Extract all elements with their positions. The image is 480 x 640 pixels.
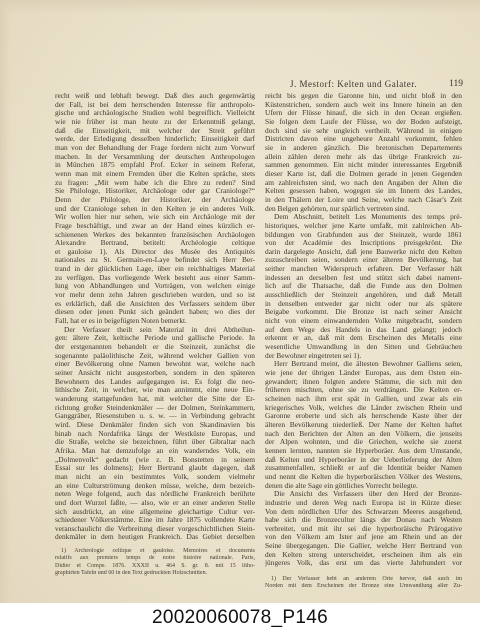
- text-line: Beigabe vorkommt. Die Bronze ist nach seiner Ansicht: [265, 308, 462, 317]
- text-line: und nennt die Kelten die hyperboräischen Völker des Westens,: [265, 472, 462, 481]
- text-line: Sie Philologe, Historiker, Archäologe oder gar Craniologe?“: [55, 187, 255, 196]
- text-line: Von dem nördlichen Ufer des Schwarzen Meeres ausgehend,: [265, 507, 462, 516]
- right-column: [265, 92, 462, 568]
- text-line: et gauloise 1). Als Director des Musée des Antiquités: [55, 247, 255, 256]
- footnote-line: Norden mit dem Erscheinen der Bronze eine Umwandlung aller Zu-: [265, 583, 462, 590]
- text-line: einer Bevölkerung ohne Namen bewohnt war, welche nach: [55, 360, 255, 369]
- text-line: Sie folgen dem Laufe der Flüsse, wo der Boden aufsteigt,: [265, 117, 462, 126]
- text-line: lich auf die Thatsache, daß die Funde aus den Dolmen: [265, 282, 462, 291]
- text-line: gische und archäologische Studien wohl begreiflich. Vielleicht: [55, 109, 255, 118]
- text-line: werde, der Erledigung desselben hinderlich; Einseitigkeit darf: [55, 135, 255, 144]
- text-line: denen die alte Sage ein göttliches Vorrecht beilegte.: [265, 481, 418, 490]
- text-line: wenn man mit einem Fremden über die Kelten spräche, stets: [55, 169, 255, 178]
- text-line: der Alpen wohnten, und die Griechen, welche sie zuerst: [265, 438, 462, 447]
- text-line: Garonne eroberte und sich als herrschende Kaste über der: [265, 412, 462, 421]
- text-line: man von der Behandlung der Frage fordern nicht zum Vorwurf: [55, 143, 255, 152]
- text-line: daß die Einseitigkeit, mit welcher der Streit geführt: [55, 126, 255, 135]
- text-line: Kelten gesessen haben, wogegen sie im Innern des Landes,: [265, 187, 462, 196]
- text-line: Afrika. Man hat demzufolge an ein wanderndes Volk, ein: [55, 446, 255, 455]
- text-line: vor mehr denn zehn Jahren geschrieben wurden, und so ist: [55, 291, 255, 300]
- text-line: Der Verfasser theilt sein Material in drei Abtheilun-: [64, 325, 255, 334]
- text-line: dieser Karte ist, daß die Dolmen gerade in jenen Gegenden: [265, 169, 462, 178]
- text-line: diesen oder jenen Punkt sich geändert haben; wo dies der: [55, 308, 255, 317]
- text-line: scheinen nach ihm erst spät in Gallien, und zwar als ein: [265, 394, 462, 403]
- right-footnote: [265, 576, 462, 591]
- text-line: seiner Ansicht nicht ausgestorben, sondern in den späteren: [55, 369, 255, 377]
- text-line: Ganggräber, Riesenstuben u. s. w. — in Verbindung gebracht: [55, 412, 255, 421]
- text-line: die Straße, welche sie bezeichnen, führt über Gibraltar nach: [55, 438, 255, 447]
- footnote-line: graphirten Tafeln und 60 in den Text gedruckten Holzschnitten.: [55, 570, 208, 577]
- text-line: Dem Abschnitt, betitelt Les Monuments des temps pré-: [274, 213, 462, 222]
- text-line: sie in anderen gänzlich. Die bretonischen Departements: [265, 143, 462, 152]
- text-line: Frage beschäftigt, und zwar an der Hand eines kürzlich er-: [55, 221, 255, 230]
- left-footnote: [55, 548, 255, 578]
- text-line: von den Völkern am Ister auf jene am Rhein und an der: [265, 533, 462, 542]
- text-line: an eine Culturströmung denken müsse, welche, dem bezeich-: [55, 481, 255, 490]
- text-line: in denselben entweder gar nicht oder nur als spätere: [265, 299, 462, 308]
- text-line: nicht von einem einwandernden Volke mitgebracht, sondern: [265, 317, 462, 326]
- text-line: bildungen von Grabfunden aus der Steinzeit, wurde 1861: [265, 230, 462, 239]
- text-line: verbreitet, und mit ihr sei die hyperboräische Prärogative: [265, 524, 462, 533]
- running-head: J. Mestorf: Kelten und Galater.: [290, 79, 417, 89]
- text-line: gewandert; ihnen folgten andere Stämme, die sich mit den: [265, 377, 462, 386]
- text-line: man nicht an ein bestimmtes Volk, sondern vielmehr: [55, 472, 255, 481]
- text-line: schienenen Werkes des bekannten französischen Archäologen: [55, 230, 255, 239]
- text-line: schiedener Völkerstämme. Eine im Jahre 1875 vollendete Karte: [55, 516, 255, 525]
- text-line: zusammenfallen, schließt er auf die Identität beider Namen: [265, 464, 462, 473]
- text-line: Alexandre Bertrand, betitelt: Archéologie celtique: [55, 239, 255, 248]
- text-line: nationales zu St. Germain-en-Laye befindet sich Herr Ber-: [55, 256, 255, 265]
- text-line: sogenannte paläolithische Zeit, während welcher Gallien von: [55, 351, 255, 360]
- text-line: denkmäler in dem heutigen Frankreich. Das Gebiet derselben: [55, 533, 255, 542]
- text-line: kennen lernten, nannten sie Hyperboräer. Aus dem Umstande,: [265, 446, 462, 455]
- scan-id-label: 20020060078_P146: [152, 607, 328, 628]
- footnote-line: 1) Der Verfasser hebt an anderem Orte hervor, daß auch im: [271, 576, 462, 582]
- text-line: zu verfügen. Das vorliegende Werk besteht aus einer Samm-: [55, 273, 255, 282]
- text-line: recht weiß und lebhaft bewegt. Daß dies auch gegenwärtig: [55, 92, 255, 100]
- text-line: der Bewohner eingetreten sei 1).: [265, 351, 362, 360]
- text-line: machen. In der Versammlung der deutschen Anthropologen: [55, 152, 255, 161]
- text-line: am zahlreichsten sind, wo nach den Angaben der Alten die: [265, 178, 462, 187]
- text-line: indessen an derselben fest und stützt sich dabei nament-: [265, 273, 462, 282]
- page-number: 119: [449, 79, 463, 89]
- text-line: ausschließlich der Steinzeit angehören, und daß Metall: [265, 291, 462, 300]
- text-line: lung von Abhandlungen und Vorträgen, von welchen einige: [55, 282, 255, 291]
- text-line: trand in der glücklichen Lage, über ein reichhaltiges Material: [55, 265, 255, 274]
- text-line: kriegerisches Volk, welches die Länder zwischen Rhein und: [265, 403, 462, 412]
- text-line: richtung großer Steindenkmäler — der Dolmen, Steinkammern,: [55, 403, 255, 412]
- text-line: Herr Bertrand meint, die ältesten Bewohner Galliens seien,: [274, 360, 462, 369]
- text-line: Denn der Philologe, der Historiker, der Archäologe: [55, 195, 255, 204]
- text-line: veranschaulicht die Verbreitung dieser vorgeschichtlichen Stein-: [55, 524, 255, 533]
- text-line: von der Académie des Inscriptions preisgekrönt. Die: [265, 239, 462, 248]
- text-line: wie jene der übrigen Länder Europas, aus dem Osten ein-: [265, 369, 462, 377]
- text-line: Essai sur les dolmens); Herr Bertrand glaubt dagegen, daß: [55, 464, 255, 473]
- text-line: in München 1875 empfahl Prof. Ecker in seinem Referat,: [55, 161, 255, 170]
- text-line: auf dem Wege des Handels in das Land gelangt; jedoch: [265, 325, 462, 334]
- text-line: wesentliche Umwandlung in den Sitten und Gebräuchen: [265, 343, 462, 352]
- text-line: nach den Berichten der Alten an den Völkern, die jenseits: [265, 429, 462, 438]
- text-line: Ufern der Flüsse hinauf, die sich in den Ocean ergießen.: [265, 109, 462, 118]
- text-line: Fall, hat er es in beigefügten Noten bemerkt.: [55, 317, 187, 326]
- text-line: darin dargelegte Ansicht, daß jene Bauwerke nicht den Kelten: [265, 247, 462, 256]
- text-line: zuzuschreiben seien, sondern einer älteren Bevölkerung, hat: [265, 256, 462, 265]
- text-line: „Dolmenvolk“ gedacht (wie z. B. Bonstetten in seinem: [55, 455, 255, 464]
- text-line: Küstenstrichen, sondern auch weit ins Innere hinein an den: [265, 100, 462, 109]
- text-line: habe sich die Bronzecultur längs der Donau nach Westen: [265, 516, 462, 525]
- text-line: der Fall, ist bei dem herrschenden Interesse für anthropolo-: [55, 100, 255, 109]
- text-line: und dort Wurzel faßte, — also, wie er an einer anderen Stelle: [55, 498, 255, 507]
- text-line: reicht bis gegen die Garonne hin, und nicht bloß in den: [265, 92, 462, 100]
- text-line: in den Thälern der Loire und Seine, welche nach Cäsar's Zeit: [265, 195, 462, 204]
- text-line: neten Wege folgend, auch das nördliche Frankreich berührte: [55, 490, 255, 499]
- text-line: seither manchen Widerspruch erfahren. Der Verfasser hält: [265, 265, 462, 274]
- text-line: Die Ansicht des Verfassers über den Herd der Bronze-: [274, 490, 462, 499]
- text-line: doch sind sie sehr ungleich vertheilt. Während in einigen: [265, 126, 462, 135]
- text-line: den Belgen gehörten, nur spärlich vertreten sind.: [265, 204, 410, 213]
- text-line: und der Craniologe sehen in den Kelten je ein anderes Volk.: [55, 204, 255, 213]
- text-line: zu fragen: „Mit wem habe ich die Ehre zu reden? Sind: [55, 178, 255, 187]
- text-line: älteren Bevölkerung niederließ. Der Name der Kelten haftet: [265, 420, 462, 429]
- text-line: es erklärlich, daß die Ansichten des Verfassers seitdem über: [55, 299, 255, 308]
- text-line: früheren mischten, ohne sie zu verdrängen. Die Kelten er-: [265, 386, 462, 395]
- footnote-line: Didier et Compe. 1876. XXXII u. 464 S. gr. 8. mit 15 litho-: [55, 562, 255, 569]
- text-line: den Kelten streng unterscheidet, erscheinen ihm als ein: [265, 550, 462, 559]
- text-line: sich ausdrückt, an eine allgemeine gleichartige Cultur ver-: [55, 507, 255, 516]
- footnote-line: 1) Archéologie celtique et gauloise. Mémoires et documents: [61, 548, 255, 554]
- text-line: der erstgenannten behandelt er die Steinzeit, zunächst die: [55, 343, 255, 352]
- text-line: daß Kelten und Hyperboräer in der Ueberlieferung der Alten: [265, 455, 462, 464]
- text-line: industrie und deren Weg nach Europa ist in Kürze diese:: [265, 498, 462, 507]
- text-line: jüngeres Volk, das erst um das vierte Jahrhundert vor: [265, 559, 462, 568]
- text-line: Bewohnern des Landes aufgegangen ist. Es folgt die neo-: [55, 377, 255, 386]
- text-line: Wir wollen hier nur sehen, wie sich ein Archäologe mit der: [55, 213, 255, 222]
- text-line: Districten davon eine ungeheure Anzahl vorkommt, fehlen: [265, 135, 462, 144]
- text-line: hinab nach Nordafrika längs der Westküste Europas, und: [55, 429, 255, 438]
- text-line: lithische Zeit, in welcher, wie man annimmt, eine neue Ein-: [55, 386, 255, 395]
- text-line: historiques, welcher jene Karte umfaßt, mit zahlreichen Ab-: [265, 221, 462, 230]
- text-line: wanderung stattgefunden hat, mit welcher die Sitte der Er-: [55, 394, 255, 403]
- text-line: Seine übergegangen. Die Gallier, welche Herr Bertrand von: [265, 542, 462, 551]
- text-line: wie nie früher ist man heute zu der Erkenntniß gelangt,: [55, 117, 255, 126]
- left-column: [55, 92, 255, 542]
- footnote-line: relatifs aux premiers temps de notre histoire nationale. Paris,: [55, 555, 255, 562]
- text-line: wird. Diese Denkmäler finden sich von Skandinavien bis: [55, 420, 255, 429]
- text-line: erkennt er an, daß mit dem Erscheinen des Metalls eine: [265, 334, 462, 343]
- text-line: gen: ältere Zeit, keltische Periode und gallische Periode. In: [55, 334, 255, 343]
- text-line: allein zählen deren mehr als das übrige Frankreich zu-: [265, 152, 462, 161]
- text-line: sammen genommen. Ein nicht minder interessantes Ergebniß: [265, 161, 462, 170]
